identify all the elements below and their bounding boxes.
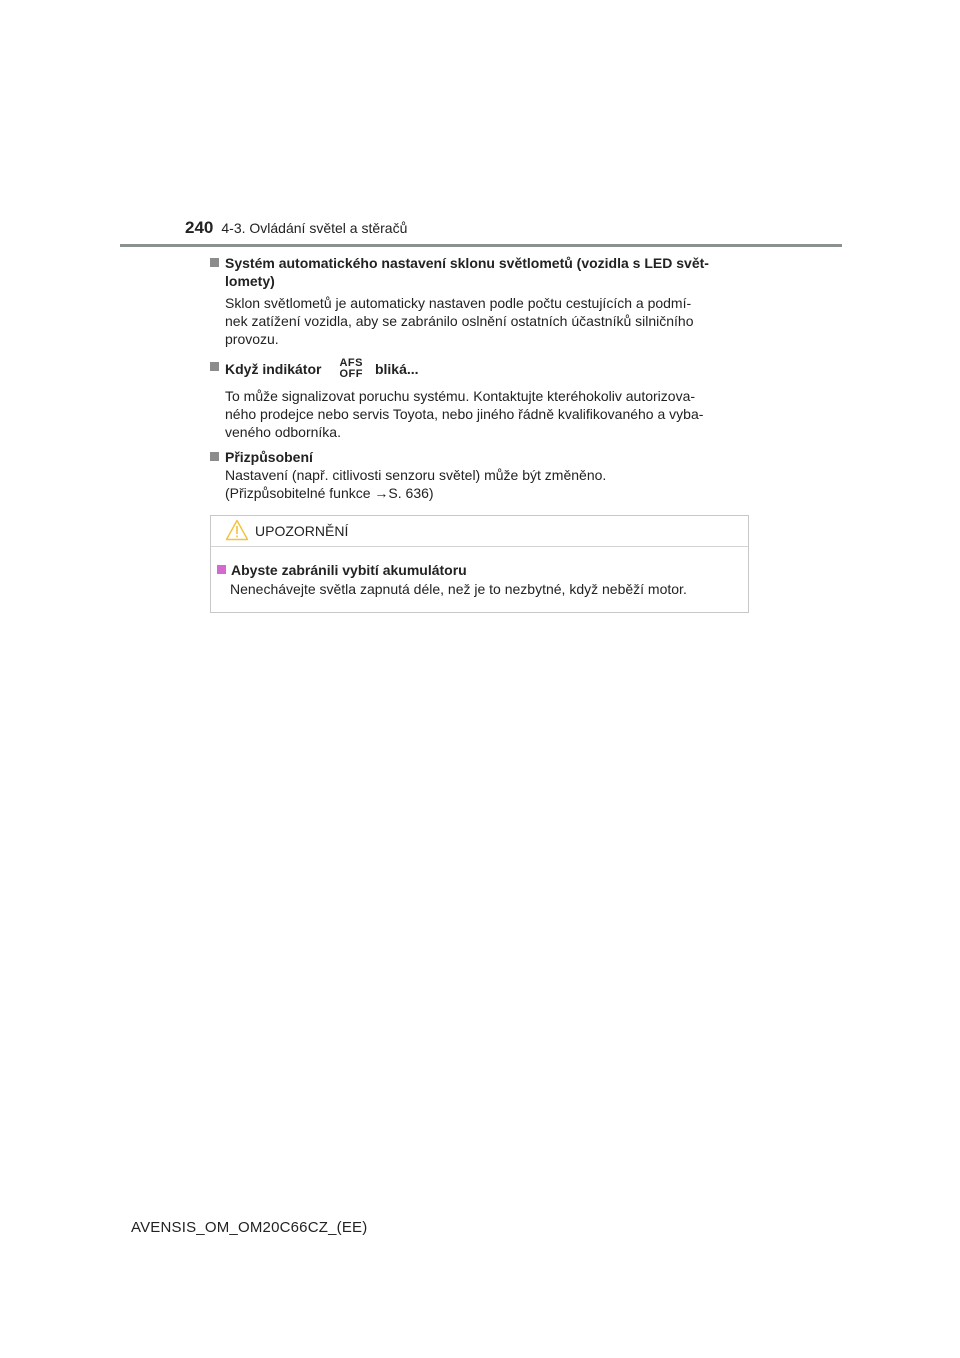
section-heading xyxy=(210,254,750,290)
section-customization xyxy=(210,448,750,502)
document-code: AVENSIS_OM_OM20C66CZ_(EE) xyxy=(131,1219,368,1236)
paragraph-line: To může signalizovat poruchu systému. Kontaktujte kteréhokoliv autorizova- xyxy=(225,388,696,404)
square-bullet-icon xyxy=(210,258,219,267)
paragraph-line: ného prodejce nebo servis Toyota, nebo jiného řádně kvalifikovaného a vyba- xyxy=(225,406,704,422)
warning-title: UPOZORNĚNÍ xyxy=(255,523,349,539)
section-indicator xyxy=(210,358,750,441)
heading-text: bliká... xyxy=(374,361,419,377)
paragraph-line: (Přizpůsobitelné funkce →S. 636) xyxy=(225,485,434,501)
square-bullet-icon xyxy=(217,565,226,574)
paragraph-line: provozu. xyxy=(225,331,279,347)
warning-heading xyxy=(217,561,748,579)
section-heading xyxy=(210,448,750,466)
heading-text: Když indikátor xyxy=(225,361,322,377)
header-rule xyxy=(120,244,842,247)
warning-box xyxy=(210,515,749,613)
indicator-label-top: AFS xyxy=(339,357,363,369)
afs-off-indicator-icon xyxy=(339,358,363,380)
heading-line: Systém automatického nastavení sklonu světlometů (vozidla s LED svět- xyxy=(225,255,709,271)
paragraph-line: Nastavení (např. citlivosti senzoru světel) může být změněno. xyxy=(225,467,607,483)
page-header xyxy=(185,218,407,238)
warning-heading-text: Abyste zabránili vybití akumulátoru xyxy=(231,562,467,578)
warning-triangle-icon xyxy=(225,519,249,544)
warning-text: Nenechávejte světla zapnutá déle, než je to nezbytné, když neběží motor. xyxy=(230,581,687,597)
square-bullet-icon xyxy=(210,452,219,461)
section-title: 4-3. Ovládání světel a stěračů xyxy=(221,220,408,236)
paragraph-line: veného odborníka. xyxy=(225,424,341,440)
heading-line: lomety) xyxy=(225,273,275,289)
paragraph-line: nek zatížení vozidla, aby se zabránilo oslnění ostatních účastníků silničního xyxy=(225,313,694,329)
page-number: 240 xyxy=(185,218,214,237)
indicator-label-bottom: OFF xyxy=(339,368,363,380)
warning-header xyxy=(211,516,748,547)
warning-body xyxy=(211,547,748,599)
heading-text: Přizpůsobení xyxy=(225,449,313,465)
paragraph-line: Sklon světlometů je automaticky nastaven podle počtu cestujících a podmí- xyxy=(225,295,692,311)
square-bullet-icon xyxy=(210,362,219,371)
section-heading xyxy=(210,358,750,380)
section-auto-leveling xyxy=(210,254,750,348)
